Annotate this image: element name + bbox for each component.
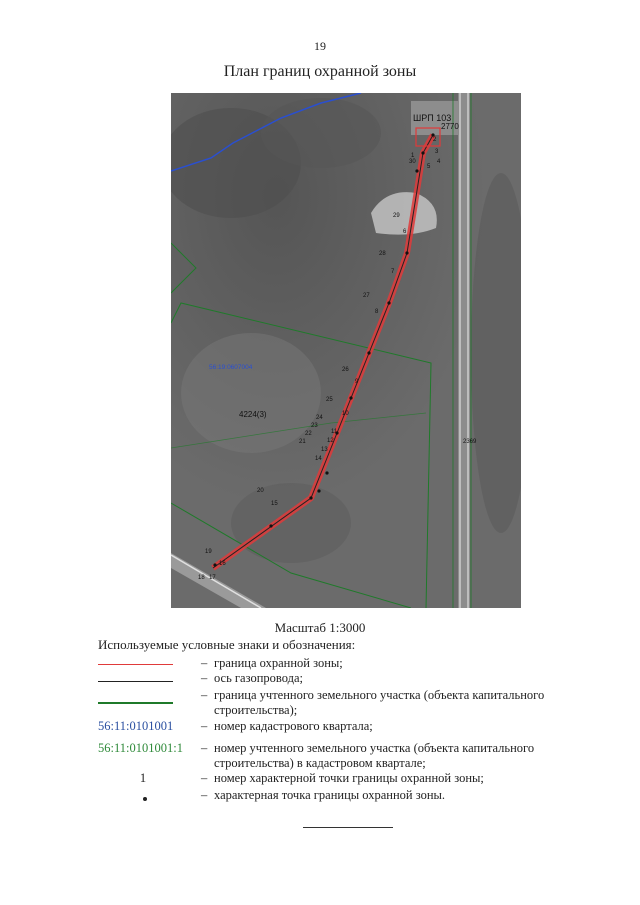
point-number-sample: 1	[139, 771, 147, 785]
legend-dash: –	[201, 788, 208, 802]
legend-symbol	[98, 688, 173, 704]
page-title: План границ охранной зоны	[223, 63, 417, 80]
point-label: 15	[271, 501, 278, 507]
map-scale: Масштаб 1:3000	[274, 620, 366, 635]
label-quarter: 56:19:0607004	[209, 364, 253, 371]
map-svg	[171, 93, 521, 608]
point-dot	[213, 563, 216, 566]
point-label: 27	[363, 293, 370, 299]
legend-dash: –	[201, 656, 208, 670]
point-label: 17	[209, 575, 216, 581]
legend-text: характерная точка границы охранной зоны.	[214, 788, 446, 802]
point-label: 8	[375, 309, 379, 315]
red-line-symbol	[98, 664, 173, 665]
parcel-number-sample: 56:11:0101001:1	[98, 741, 183, 755]
legend-text: ось газопровода;	[214, 671, 304, 685]
quarter-number-sample: 56:11:0101001	[98, 719, 174, 733]
point-dot	[367, 351, 370, 354]
tree-patch	[261, 98, 381, 168]
point-label: 4	[437, 159, 441, 165]
point-label: 10	[342, 411, 349, 417]
point-label: 21	[299, 439, 306, 445]
legend-symbol	[98, 771, 173, 787]
point-dot	[387, 301, 390, 304]
legend-text: номер кадастрового квартала;	[214, 719, 373, 733]
point-label: 3	[435, 149, 439, 155]
legend-text: номер учтенного земельного участка (объекта капитального строительства) в кадастровом квартале;	[214, 741, 535, 770]
legend-heading: Используемые условные знаки и обозначения:	[98, 637, 356, 652]
legend-dash: –	[201, 671, 208, 685]
label-shrp: ШРП 103	[413, 113, 452, 123]
point-dot	[405, 251, 408, 254]
field-patch	[231, 483, 351, 563]
legend-symbol	[98, 741, 183, 757]
point-label: 26	[342, 367, 349, 373]
point-label: 14	[315, 456, 322, 462]
legend-symbol	[98, 671, 173, 687]
legend-dash: –	[201, 741, 208, 755]
point-dot	[421, 151, 424, 154]
point-dot	[325, 471, 328, 474]
point-label: 20	[257, 488, 264, 494]
legend-dash: –	[201, 719, 208, 733]
label-road: 2369	[463, 439, 477, 445]
point-label: 22	[305, 431, 312, 437]
point-dot	[269, 524, 272, 527]
point-label: 2	[433, 137, 437, 143]
point-label: 12	[327, 438, 334, 444]
label-2770: 2770	[441, 122, 459, 131]
page-number: 19	[314, 39, 326, 53]
point-label: 29	[393, 213, 400, 219]
point-label: 6	[403, 229, 407, 235]
point-dot-icon	[143, 797, 147, 801]
point-dot	[349, 396, 352, 399]
black-line-symbol	[98, 681, 173, 682]
point-dot	[415, 169, 418, 172]
legend-dash: –	[201, 688, 208, 702]
point-label: 18	[198, 575, 205, 581]
point-label: 24	[316, 415, 323, 421]
point-dot	[317, 489, 320, 492]
point-label: 16	[219, 561, 226, 567]
legend-text: номер характерной точки границы охранной зоны;	[214, 771, 484, 785]
label-parcel: 4224(3)	[239, 410, 267, 419]
point-label: 7	[391, 269, 395, 275]
green-line-symbol	[98, 702, 173, 704]
footer-rule	[303, 827, 393, 828]
legend-text: граница учтенного земельного участка (объекта капитального строительства);	[214, 688, 545, 717]
legend-dash: –	[201, 771, 208, 785]
point-label: 11	[331, 429, 338, 435]
point-label: 9	[355, 379, 359, 385]
aerial-map	[171, 93, 521, 608]
point-label: 5	[427, 164, 431, 170]
legend-symbol	[98, 656, 173, 672]
legend-symbol	[98, 788, 173, 804]
point-label: 25	[326, 397, 333, 403]
point-label: 28	[379, 251, 386, 257]
point-label: 13	[321, 447, 328, 453]
point-label: 1	[411, 153, 415, 159]
point-label: 23	[311, 423, 318, 429]
point-label: 19	[205, 549, 212, 555]
point-label: 30	[409, 159, 416, 165]
legend-symbol	[98, 719, 173, 735]
point-dot	[309, 496, 312, 499]
legend-text: граница охранной зоны;	[214, 656, 343, 670]
field-patch	[181, 333, 321, 453]
